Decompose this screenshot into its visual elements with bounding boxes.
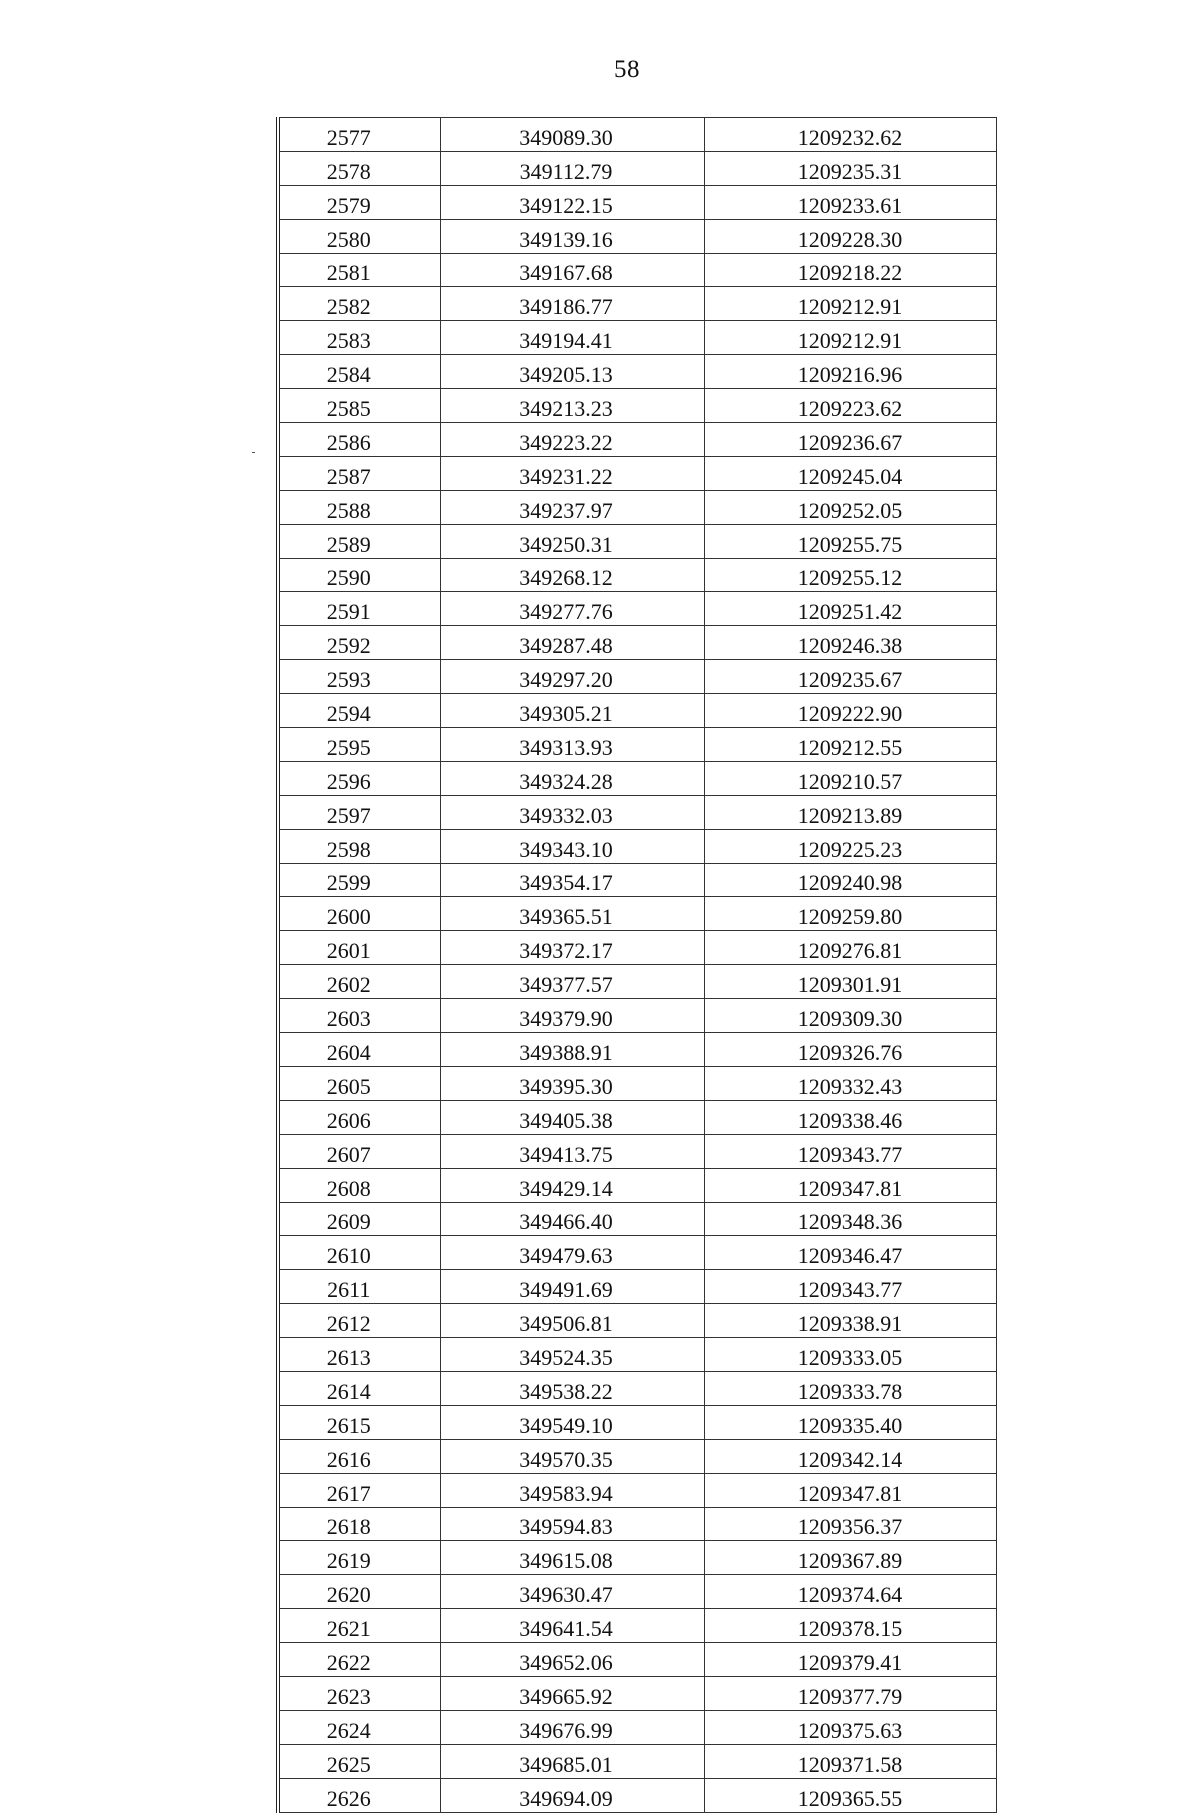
northing-cell: 1209276.81: [704, 931, 996, 965]
table-row: [278, 1236, 996, 1270]
table-row: [278, 999, 996, 1033]
stray-mark: [252, 452, 255, 453]
point-number-cell: 2596: [278, 761, 440, 795]
easting-cell: 349652.06: [440, 1643, 704, 1677]
northing-cell: 1209252.05: [704, 490, 996, 524]
table-row: [278, 558, 996, 592]
point-number-cell: 2608: [278, 1168, 440, 1202]
northing-cell: 1209236.67: [704, 423, 996, 457]
northing-cell: 1209222.90: [704, 694, 996, 728]
easting-cell: 349287.48: [440, 626, 704, 660]
northing-cell: 1209378.15: [704, 1609, 996, 1643]
northing-cell: 1209335.40: [704, 1405, 996, 1439]
table-row: [278, 660, 996, 694]
point-number-cell: 2616: [278, 1439, 440, 1473]
point-number-cell: 2605: [278, 1066, 440, 1100]
easting-cell: 349205.13: [440, 355, 704, 389]
northing-cell: 1209348.36: [704, 1202, 996, 1236]
easting-cell: 349429.14: [440, 1168, 704, 1202]
point-number-cell: 2599: [278, 863, 440, 897]
table-row: [278, 829, 996, 863]
point-number-cell: 2577: [278, 118, 440, 152]
point-number-cell: 2618: [278, 1507, 440, 1541]
easting-cell: 349694.09: [440, 1778, 704, 1812]
page-number: 58: [614, 56, 640, 83]
point-number-cell: 2591: [278, 592, 440, 626]
point-number-cell: 2609: [278, 1202, 440, 1236]
northing-cell: 1209347.81: [704, 1473, 996, 1507]
northing-cell: 1209326.76: [704, 1033, 996, 1067]
table-row: [278, 931, 996, 965]
easting-cell: 349583.94: [440, 1473, 704, 1507]
point-number-cell: 2600: [278, 897, 440, 931]
northing-cell: 1209333.78: [704, 1371, 996, 1405]
table-row: [278, 1473, 996, 1507]
point-number-cell: 2615: [278, 1405, 440, 1439]
easting-cell: 349343.10: [440, 829, 704, 863]
easting-cell: 349615.08: [440, 1541, 704, 1575]
point-number-cell: 2604: [278, 1033, 440, 1067]
easting-cell: 349594.83: [440, 1507, 704, 1541]
point-number-cell: 2586: [278, 423, 440, 457]
northing-cell: 1209346.47: [704, 1236, 996, 1270]
point-number-cell: 2588: [278, 490, 440, 524]
table-row: [278, 287, 996, 321]
table-row: [278, 1033, 996, 1067]
point-number-cell: 2614: [278, 1371, 440, 1405]
northing-cell: 1209233.61: [704, 185, 996, 219]
point-number-cell: 2581: [278, 253, 440, 287]
table-row: [278, 219, 996, 253]
easting-cell: 349313.93: [440, 728, 704, 762]
easting-cell: 349332.03: [440, 795, 704, 829]
table-row: [278, 1100, 996, 1134]
easting-cell: 349641.54: [440, 1609, 704, 1643]
table-row: [278, 1507, 996, 1541]
point-number-cell: 2595: [278, 728, 440, 762]
northing-cell: 1209225.23: [704, 829, 996, 863]
northing-cell: 1209223.62: [704, 389, 996, 423]
easting-cell: 349665.92: [440, 1676, 704, 1710]
northing-cell: 1209245.04: [704, 456, 996, 490]
point-number-cell: 2620: [278, 1575, 440, 1609]
northing-cell: 1209365.55: [704, 1778, 996, 1812]
table-row: [278, 355, 996, 389]
easting-cell: 349630.47: [440, 1575, 704, 1609]
easting-cell: 349237.97: [440, 490, 704, 524]
table-row: [278, 389, 996, 423]
easting-cell: 349685.01: [440, 1744, 704, 1778]
northing-cell: 1209251.42: [704, 592, 996, 626]
table-row: [278, 626, 996, 660]
easting-cell: 349250.31: [440, 524, 704, 558]
table-row: [278, 1575, 996, 1609]
table-row: [278, 728, 996, 762]
table-row: [278, 524, 996, 558]
table-row: [278, 863, 996, 897]
point-number-cell: 2580: [278, 219, 440, 253]
point-number-cell: 2590: [278, 558, 440, 592]
point-number-cell: 2617: [278, 1473, 440, 1507]
table-row: [278, 1168, 996, 1202]
northing-cell: 1209342.14: [704, 1439, 996, 1473]
northing-cell: 1209235.67: [704, 660, 996, 694]
table-row: [278, 321, 996, 355]
point-number-cell: 2582: [278, 287, 440, 321]
table-row: [278, 1643, 996, 1677]
point-number-cell: 2594: [278, 694, 440, 728]
point-number-cell: 2592: [278, 626, 440, 660]
coordinate-table-body: [278, 118, 996, 1813]
table-row: [278, 253, 996, 287]
easting-cell: 349506.81: [440, 1304, 704, 1338]
easting-cell: 349167.68: [440, 253, 704, 287]
point-number-cell: 2613: [278, 1338, 440, 1372]
point-number-cell: 2601: [278, 931, 440, 965]
point-number-cell: 2589: [278, 524, 440, 558]
table-row: [278, 1778, 996, 1812]
point-number-cell: 2593: [278, 660, 440, 694]
table-row: [278, 185, 996, 219]
easting-cell: 349324.28: [440, 761, 704, 795]
northing-cell: 1209374.64: [704, 1575, 996, 1609]
northing-cell: 1209332.43: [704, 1066, 996, 1100]
northing-cell: 1209216.96: [704, 355, 996, 389]
easting-cell: 349379.90: [440, 999, 704, 1033]
northing-cell: 1209309.30: [704, 999, 996, 1033]
table-row: [278, 490, 996, 524]
easting-cell: 349194.41: [440, 321, 704, 355]
table-row: [278, 1541, 996, 1575]
point-number-cell: 2579: [278, 185, 440, 219]
point-number-cell: 2612: [278, 1304, 440, 1338]
northing-cell: 1209371.58: [704, 1744, 996, 1778]
easting-cell: 349297.20: [440, 660, 704, 694]
table-row: [278, 1066, 996, 1100]
easting-cell: 349466.40: [440, 1202, 704, 1236]
easting-cell: 349549.10: [440, 1405, 704, 1439]
coordinate-table: [276, 117, 997, 1813]
easting-cell: 349305.21: [440, 694, 704, 728]
point-number-cell: 2583: [278, 321, 440, 355]
point-number-cell: 2602: [278, 965, 440, 999]
table-row: [278, 1371, 996, 1405]
point-number-cell: 2597: [278, 795, 440, 829]
northing-cell: 1209333.05: [704, 1338, 996, 1372]
northing-cell: 1209367.89: [704, 1541, 996, 1575]
table-row: [278, 1609, 996, 1643]
northing-cell: 1209375.63: [704, 1710, 996, 1744]
table-row: [278, 694, 996, 728]
table-row: [278, 1270, 996, 1304]
northing-cell: 1209338.46: [704, 1100, 996, 1134]
point-number-cell: 2625: [278, 1744, 440, 1778]
point-number-cell: 2603: [278, 999, 440, 1033]
table-row: [278, 423, 996, 457]
northing-cell: 1209347.81: [704, 1168, 996, 1202]
table-row: [278, 1134, 996, 1168]
table-row: [278, 965, 996, 999]
easting-cell: 349372.17: [440, 931, 704, 965]
table-row: [278, 761, 996, 795]
point-number-cell: 2598: [278, 829, 440, 863]
northing-cell: 1209255.75: [704, 524, 996, 558]
northing-cell: 1209377.79: [704, 1676, 996, 1710]
easting-cell: 349388.91: [440, 1033, 704, 1067]
table-row: [278, 1338, 996, 1372]
table-row: [278, 592, 996, 626]
point-number-cell: 2578: [278, 151, 440, 185]
table-row: [278, 1304, 996, 1338]
point-number-cell: 2622: [278, 1643, 440, 1677]
northing-cell: 1209338.91: [704, 1304, 996, 1338]
point-number-cell: 2606: [278, 1100, 440, 1134]
table-row: [278, 897, 996, 931]
easting-cell: 349213.23: [440, 389, 704, 423]
table-row: [278, 1676, 996, 1710]
easting-cell: 349354.17: [440, 863, 704, 897]
northing-cell: 1209255.12: [704, 558, 996, 592]
northing-cell: 1209212.91: [704, 287, 996, 321]
table-row: [278, 1439, 996, 1473]
table-row: [278, 456, 996, 490]
point-number-cell: 2621: [278, 1609, 440, 1643]
easting-cell: 349570.35: [440, 1439, 704, 1473]
northing-cell: 1209343.77: [704, 1134, 996, 1168]
easting-cell: 349223.22: [440, 423, 704, 457]
point-number-cell: 2626: [278, 1778, 440, 1812]
easting-cell: 349676.99: [440, 1710, 704, 1744]
table-row: [278, 1202, 996, 1236]
easting-cell: 349413.75: [440, 1134, 704, 1168]
northing-cell: 1209301.91: [704, 965, 996, 999]
easting-cell: 349377.57: [440, 965, 704, 999]
point-number-cell: 2585: [278, 389, 440, 423]
point-number-cell: 2607: [278, 1134, 440, 1168]
northing-cell: 1209259.80: [704, 897, 996, 931]
easting-cell: 349491.69: [440, 1270, 704, 1304]
point-number-cell: 2623: [278, 1676, 440, 1710]
easting-cell: 349231.22: [440, 456, 704, 490]
easting-cell: 349139.16: [440, 219, 704, 253]
northing-cell: 1209240.98: [704, 863, 996, 897]
easting-cell: 349524.35: [440, 1338, 704, 1372]
easting-cell: 349277.76: [440, 592, 704, 626]
easting-cell: 349405.38: [440, 1100, 704, 1134]
northing-cell: 1209343.77: [704, 1270, 996, 1304]
table-row: [278, 795, 996, 829]
northing-cell: 1209356.37: [704, 1507, 996, 1541]
table-row: [278, 1744, 996, 1778]
easting-cell: 349395.30: [440, 1066, 704, 1100]
point-number-cell: 2619: [278, 1541, 440, 1575]
point-number-cell: 2587: [278, 456, 440, 490]
point-number-cell: 2610: [278, 1236, 440, 1270]
table-row: [278, 1710, 996, 1744]
northing-cell: 1209213.89: [704, 795, 996, 829]
northing-cell: 1209218.22: [704, 253, 996, 287]
northing-cell: 1209228.30: [704, 219, 996, 253]
easting-cell: 349538.22: [440, 1371, 704, 1405]
northing-cell: 1209235.31: [704, 151, 996, 185]
northing-cell: 1209232.62: [704, 118, 996, 152]
northing-cell: 1209212.55: [704, 728, 996, 762]
easting-cell: 349186.77: [440, 287, 704, 321]
northing-cell: 1209210.57: [704, 761, 996, 795]
table-row: [278, 118, 996, 152]
easting-cell: 349122.15: [440, 185, 704, 219]
easting-cell: 349268.12: [440, 558, 704, 592]
easting-cell: 349365.51: [440, 897, 704, 931]
point-number-cell: 2584: [278, 355, 440, 389]
table-row: [278, 151, 996, 185]
point-number-cell: 2611: [278, 1270, 440, 1304]
point-number-cell: 2624: [278, 1710, 440, 1744]
northing-cell: 1209246.38: [704, 626, 996, 660]
northing-cell: 1209379.41: [704, 1643, 996, 1677]
northing-cell: 1209212.91: [704, 321, 996, 355]
easting-cell: 349479.63: [440, 1236, 704, 1270]
easting-cell: 349089.30: [440, 118, 704, 152]
table-row: [278, 1405, 996, 1439]
easting-cell: 349112.79: [440, 151, 704, 185]
